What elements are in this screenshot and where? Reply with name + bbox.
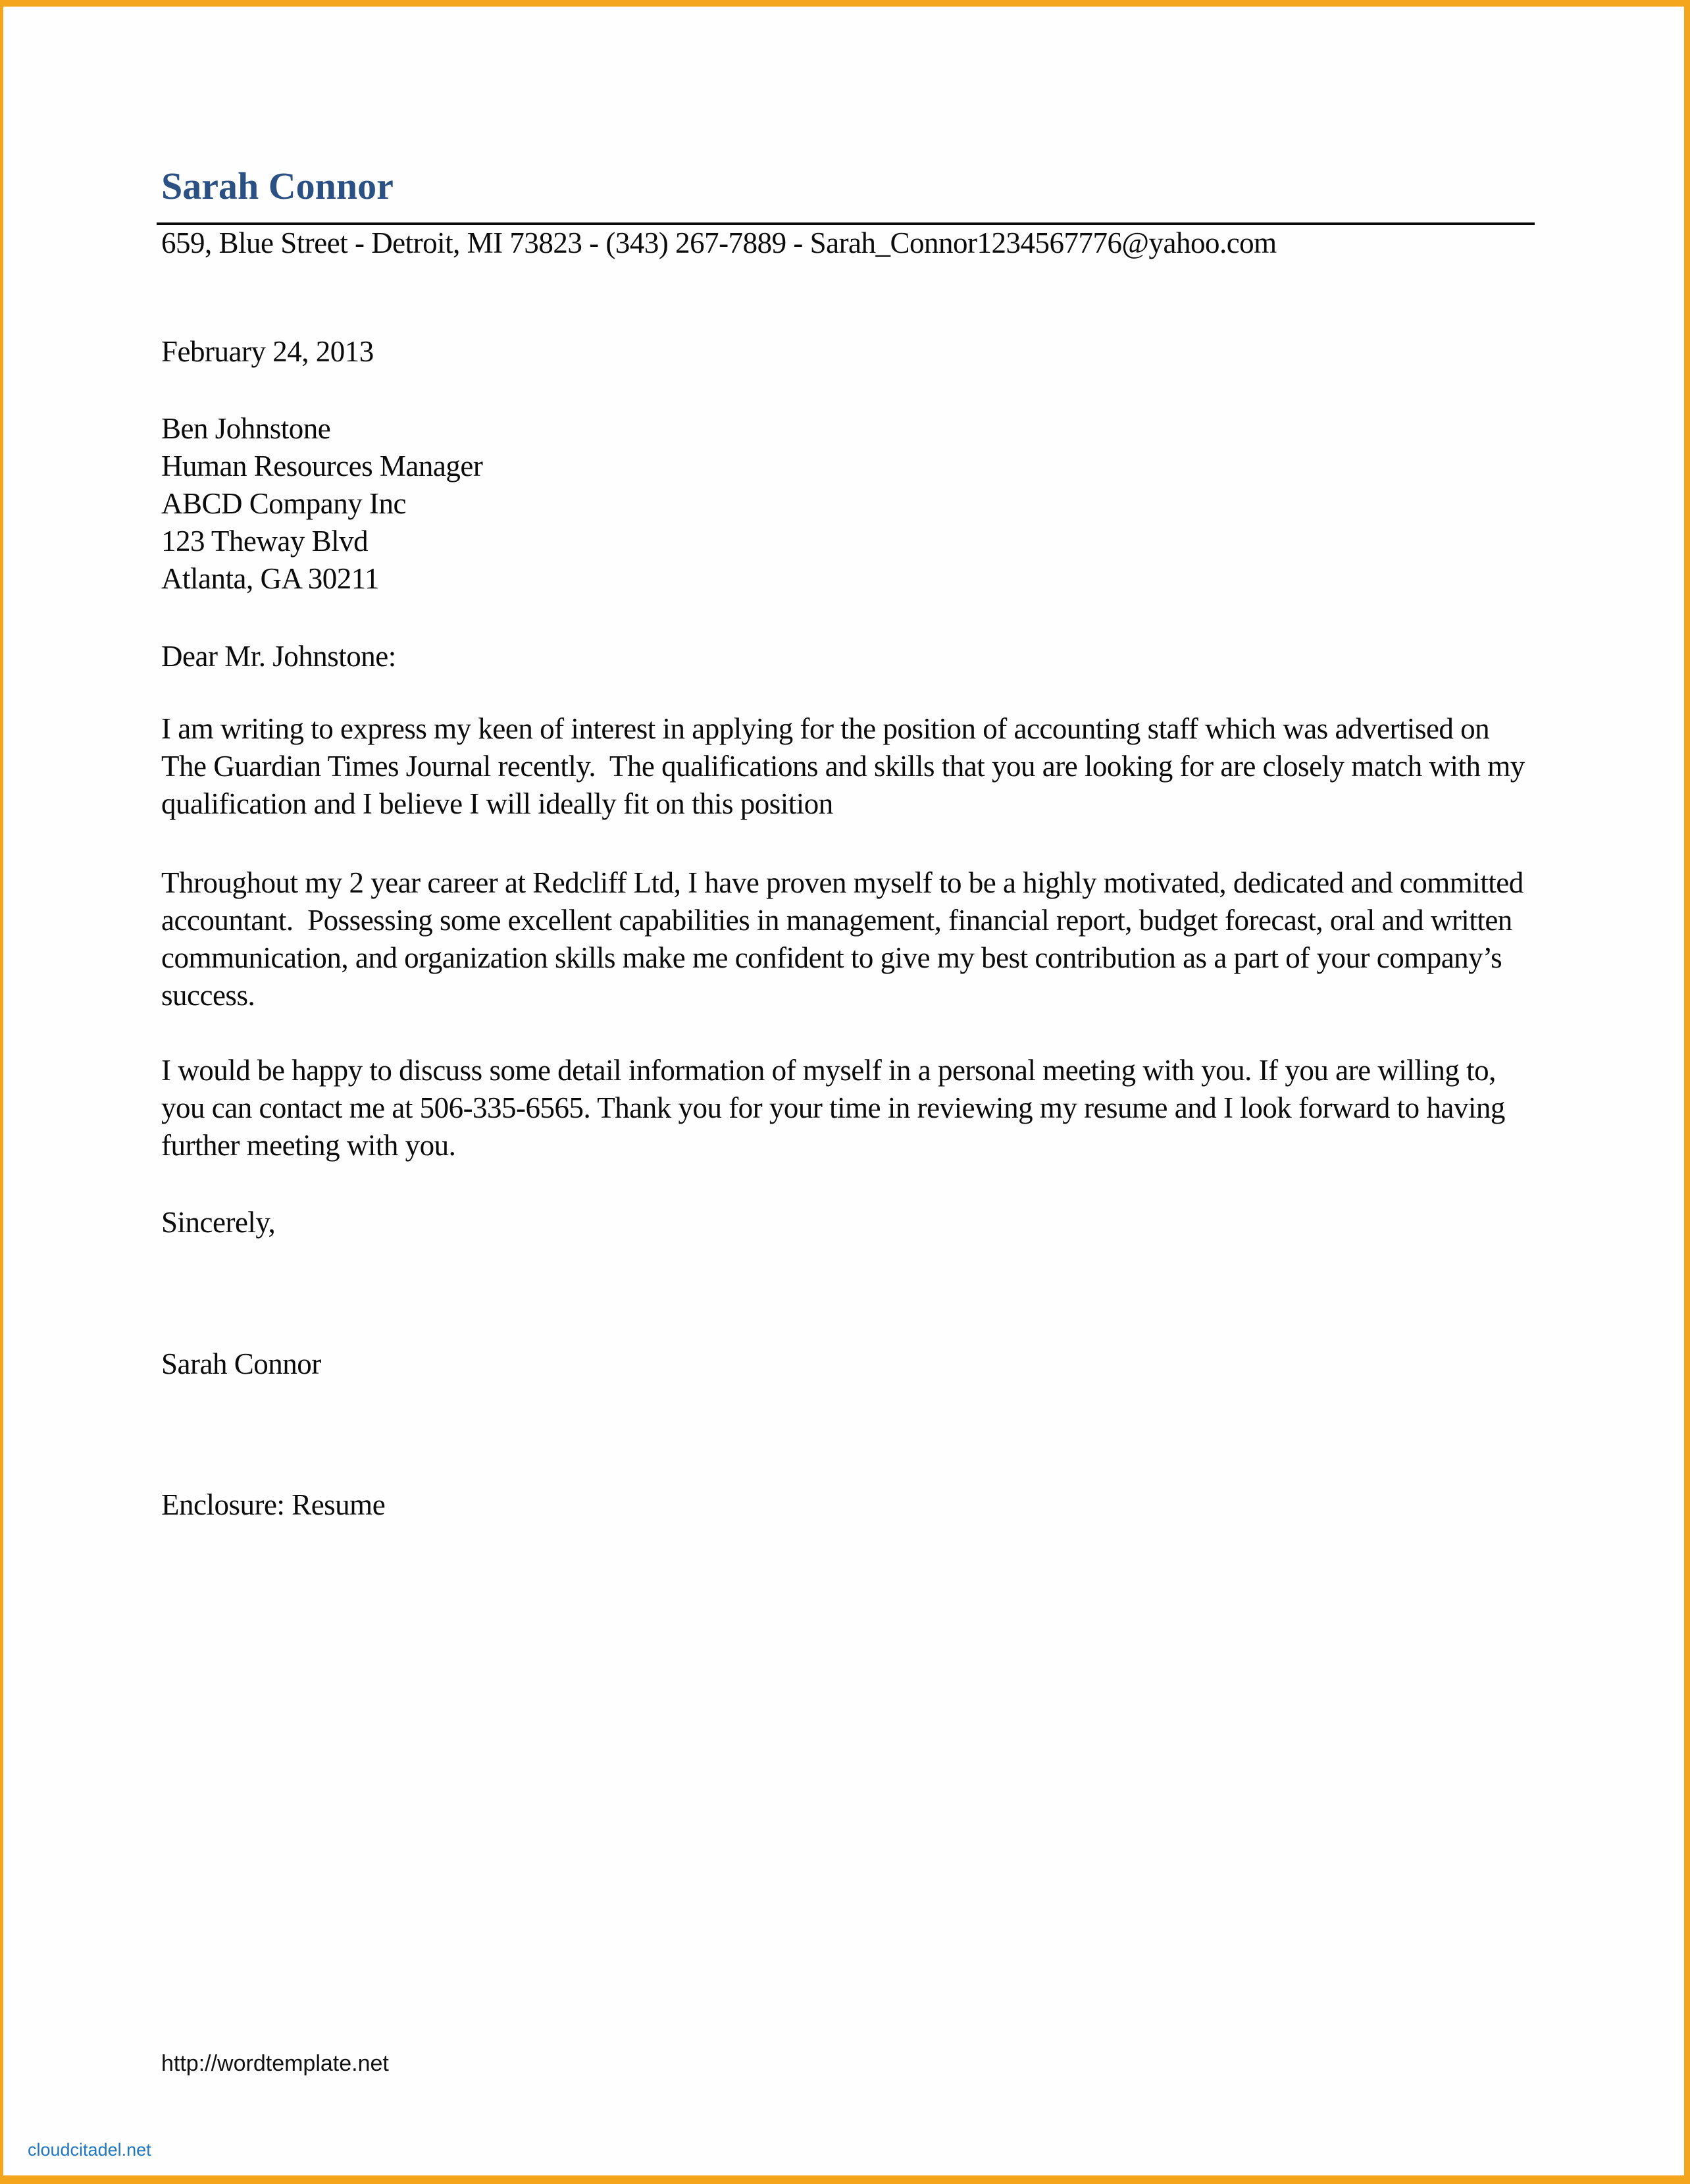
body-paragraph-intro: I am writing to express my keen of interest in applying for the position of accounting staff which was advertised on The Guardian Times Journal recently. The qualifications and skills that you are looking for are closely match with my qualification and I believe I will ideally fit on this position — [161, 712, 1532, 820]
body-paragraph-experience: Throughout my 2 year career at Redcliff Ltd, I have proven myself to be a highly motivated, dedicated and committed accountant. Possessing some excellent capabilities in management, financial report, budget forecast, oral and written communication, and organization skills make me confident to give my best contribution as a part of your company’s success. — [161, 866, 1531, 1012]
salutation: Dear Mr. Johnstone: — [161, 640, 396, 673]
template-source-url: http://wordtemplate.net — [161, 2051, 389, 2076]
recipient-address — [161, 410, 482, 598]
recipient-street: 123 Theway Blvd — [161, 525, 369, 558]
signature-name: Sarah Connor — [161, 1347, 321, 1380]
recipient-name: Ben Johnstone — [161, 412, 331, 445]
watermark-link[interactable]: cloudcitadel.net — [28, 2140, 151, 2160]
page-title: Sarah Connor — [161, 165, 394, 207]
recipient-company: ABCD Company Inc — [161, 487, 406, 520]
recipient-title: Human Resources Manager — [161, 450, 483, 482]
closing: Sincerely, — [161, 1206, 276, 1239]
enclosure-note: Enclosure: Resume — [161, 1488, 386, 1521]
contact-info-line: 659, Blue Street - Detroit, MI 73823 - (343) 267-7889 - Sarah_Connor1234567776@yahoo.com — [161, 226, 1277, 259]
letter-date: February 24, 2013 — [161, 335, 374, 368]
body-paragraph-contact: I would be happy to discuss some detail information of myself in a personal meeting with you. If you are willing to, you can contact me at 506-335-6565. Thank you for your time in reviewing my resume and I look forward to having further meeting with you. — [161, 1054, 1512, 1162]
recipient-city: Atlanta, GA 30211 — [161, 562, 380, 595]
